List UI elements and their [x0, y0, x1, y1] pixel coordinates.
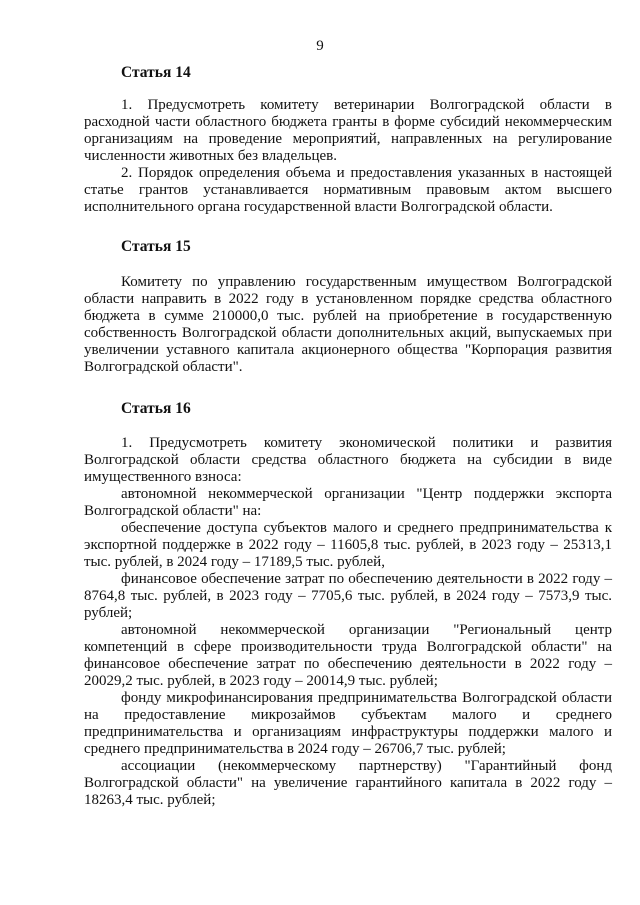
- page-number: 9: [316, 38, 324, 54]
- article-14-paragraph-2: 2. Порядок определения объема и предоставления указанных в настоящей статье грантов устанавливается нормативным правовым актом высшего исполнительного органа государственной власти Волгоградской области.: [84, 165, 612, 215]
- article-14: [84, 62, 612, 216]
- article-16-paragraph-3: обеспечение доступа субъектов малого и среднего предпринимательства к экспортной поддержке в 2022 году – 11605,8 тыс. рублей, в 2023 году – 25313,1 тыс. рублей, в 2024 году – 17189,5 тыс. рублей,: [84, 520, 612, 570]
- article-15-paragraph-1: Комитету по управлению государственным имуществом Волгоградской области направить в 2022 году в установленном порядке средства областного бюджета в сумме 210000,0 тыс. рублей на приобретение в государственную собственность Волгоградской области дополнительных акций, выпускаемых при увеличении уставного капитала акционерного общества "Корпорация развития Волгоградской области".: [84, 274, 612, 375]
- article-16-paragraph-7: ассоциации (некоммерческому партнерству) "Гарантийный фонд Волгоградской области" на увеличение гарантийного капитала в 2022 году – 18263,4 тыс. рублей;: [84, 758, 612, 808]
- article-16-paragraph-6: фонду микрофинансирования предпринимательства Волгоградской области на предоставление микрозаймов субъектам малого и среднего предпринимательства и организациям инфраструктуры поддержки малого и среднего предпринимательства в 2024 году – 26706,7 тыс. рублей;: [84, 690, 612, 757]
- article-16: [84, 398, 612, 809]
- document-body: [84, 62, 612, 809]
- article-16-paragraph-2: автономной некоммерческой организации "Центр поддержки экспорта Волгоградской области" на:: [84, 486, 612, 519]
- article-16-paragraph-1: 1. Предусмотреть комитету экономической политики и развития Волгоградской области средства областного бюджета на субсидии в виде имущественного взноса:: [84, 435, 612, 485]
- article-16-paragraph-4: финансовое обеспечение затрат по обеспечению деятельности в 2022 году – 8764,8 тыс. рублей, в 2023 году – 7705,6 тыс. рублей, в 2024 году – 7573,9 тыс. рублей;: [84, 571, 612, 621]
- article-14-paragraph-1: 1. Предусмотреть комитету ветеринарии Волгоградской области в расходной части областного бюджета гранты в форме субсидий некоммерческим организациям на проведение мероприятий, направленных на регулирование численности животных без владельцев.: [84, 97, 612, 164]
- article-16-heading: Статья 16: [121, 400, 191, 417]
- article-15: [84, 236, 612, 376]
- article-14-heading: Статья 14: [121, 64, 191, 81]
- article-16-paragraph-5: автономной некоммерческой организации "Региональный центр компетенций в сфере производительности труда Волгоградской области" на финансовое обеспечение затрат по обеспечению деятельности в 2022 году – 20029,2 тыс. рублей, в 2023 году – 20014,9 тыс. рублей;: [84, 622, 612, 689]
- article-15-heading: Статья 15: [121, 238, 191, 255]
